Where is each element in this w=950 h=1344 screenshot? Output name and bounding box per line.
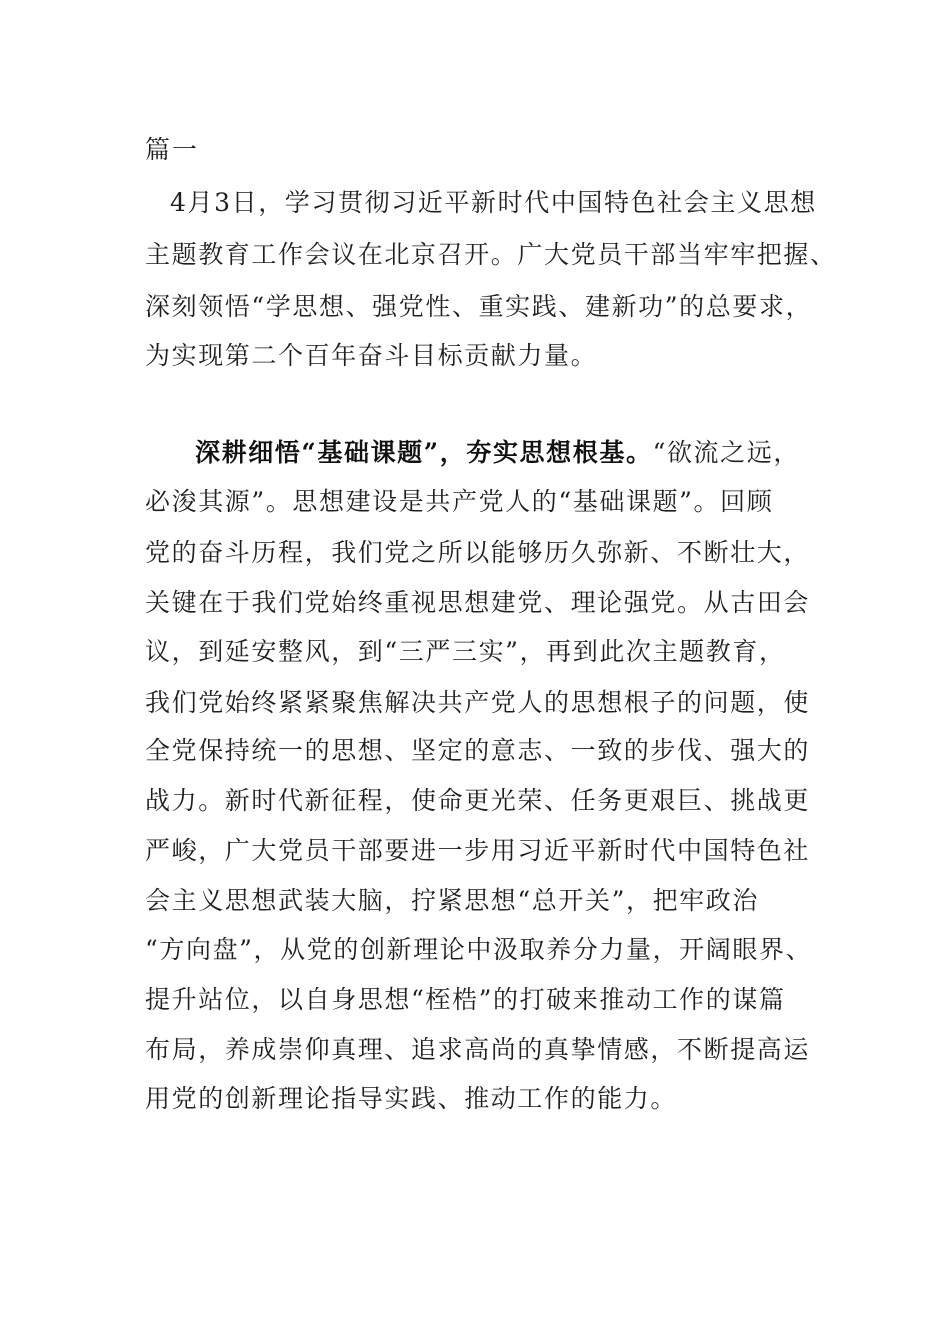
paragraph-line: 议，到延安整风，到“三严三实”，再到此次主题教育，	[145, 637, 786, 666]
intro-line-2: 主题教育工作会议在北京召开。广大党员干部当牢牢把握、	[145, 240, 837, 269]
paragraph-line: 战力。新时代新征程，使命更光荣、任务更艰巨、挑战更	[145, 786, 811, 815]
section-first-line-rest: “欲流之远，	[652, 438, 800, 467]
paragraph-line: 会主义思想武装大脑，拧紧思想“总开关”，把牢政治	[145, 886, 759, 915]
intro-line-1: 4月3日，学习贯彻习近平新时代中国特色社会主义思想	[170, 188, 817, 217]
paragraph-line: 全党保持统一的思想、坚定的意志、一致的步伐、强大的	[145, 736, 811, 765]
section-heading: 深耕细悟“基础课题”，夯实思想根基。	[195, 438, 653, 467]
paragraph-line: 我们党始终紧紧聚焦解决共产党人的思想根子的问题，使	[145, 688, 811, 717]
intro-line-4: 为实现第二个百年奋斗目标贡献力量。	[145, 341, 598, 370]
paragraph-line: 用党的创新理论指导实践、推动工作的能力。	[145, 1084, 678, 1113]
paragraph-line: 必浚其源”。思想建设是共产党人的“基础课题”。回顾	[145, 487, 774, 516]
paragraph-line: 提升站位，以自身思想“桎梏”的打破来推动工作的谋篇	[145, 985, 786, 1014]
paragraph-line: “方向盘”，从党的创新理论中汲取养分力量，开阔眼界、	[145, 935, 813, 964]
section-first-line	[195, 436, 800, 470]
intro-line-3: 深刻领悟“学思想、强党性、重实践、建新功”的总要求，	[145, 292, 813, 321]
paragraph-line: 党的奋斗历程，我们党之所以能够历久弥新、不断壮大，	[145, 538, 811, 567]
paragraph-line: 严峻，广大党员干部要进一步用习近平新时代中国特色社	[145, 836, 811, 865]
paragraph-line: 布局，养成崇仰真理、追求高尚的真挚情感，不断提高运	[145, 1035, 811, 1064]
page-title: 篇一	[145, 135, 200, 164]
paragraph-line: 关键在于我们党始终重视思想建党、理论强党。从古田会	[145, 588, 811, 617]
